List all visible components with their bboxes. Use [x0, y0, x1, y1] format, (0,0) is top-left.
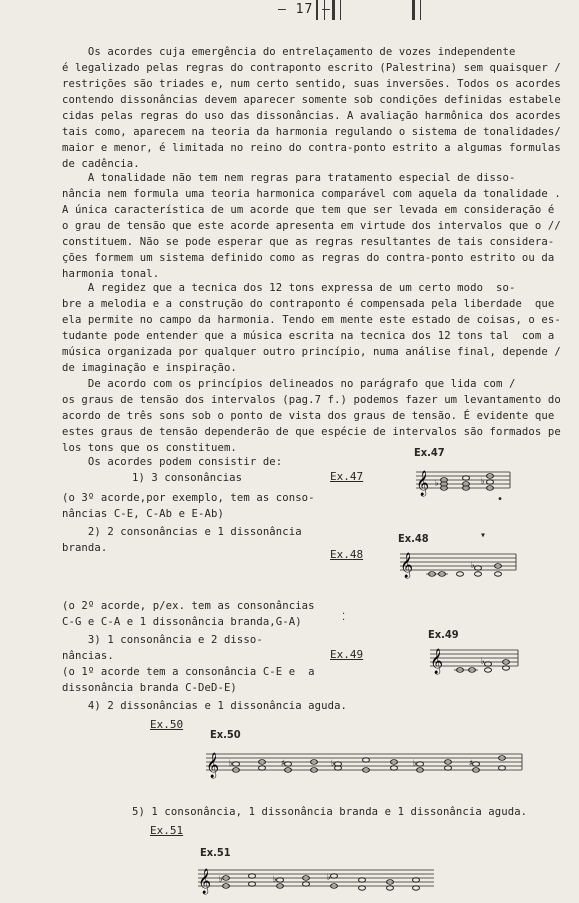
text-line: estes graus de tensão dependerão de que espécie de intervalos são formados pe [62, 426, 561, 438]
example-label-51: Ex.51 [200, 846, 231, 859]
example-label-49: Ex.49 [428, 628, 459, 641]
text-line: cidas pelas regras do uso das dissonâncias. A avaliação harmônica dos acordes [62, 110, 561, 122]
stamp-bar [412, 0, 415, 20]
item-2-note: C-G e C-A e 1 dissonância branda,G-A) [62, 616, 302, 628]
text-line: é legalizado pelas regras do contraponto escrito (Palestrina) sem quaisquer / [62, 62, 561, 74]
example-label-50: Ex.50 [210, 728, 241, 741]
stamp-bar [340, 0, 341, 20]
text-line: o grau de tensão que este acorde apresenta em virtude dos intervalos que o // [62, 220, 561, 232]
example-label-47: Ex.47 [414, 446, 445, 459]
dot-mark: • [497, 494, 504, 505]
text-line: A regidez que a tecnica dos 12 tons expressa de um certo modo so- [62, 282, 516, 294]
text-line: bre a melodia e a construção do contraponto é compensada pela liberdade que [62, 298, 555, 310]
example-ref-49: Ex.49 [330, 648, 364, 661]
svg-text:♭: ♭ [330, 759, 336, 769]
svg-text:♭: ♭ [326, 873, 332, 883]
item-5: 5) 1 consonância, 1 dissonância branda e 1 dissonância aguda. [132, 806, 528, 818]
text-line: acordo de três sons sob o ponto de vista dos graus de tensão. É evidente que [62, 410, 555, 422]
svg-text:♭: ♭ [228, 759, 234, 769]
page-number: – 17 – [278, 2, 331, 17]
text-line: de imaginação e inspiração. [62, 362, 237, 374]
stamp-bar [420, 0, 421, 20]
text-line: tais como, aparecem na teoria da harmonia regulando o sistema de tonalidades/ [62, 126, 561, 138]
text-line: nância nem formula uma teoria harmonica comparável com aquela da tonalidade . [62, 188, 561, 200]
music-staff-49 [428, 642, 520, 678]
svg-text:𝄞: 𝄞 [416, 471, 430, 496]
item-2-note: (o 2º acorde, p/ex. tem as consonâncias [62, 600, 315, 612]
text-line: ela permite no campo da harmonia. Tendo em mente este estado de coisas, o es- [62, 314, 561, 326]
dot-mark: ⁚ [342, 612, 346, 623]
music-staff-51 [196, 860, 436, 900]
text-line: constituem. Não se pode esperar que as regras resultantes de tais considera- [62, 236, 555, 248]
text-line: de cadência. [62, 158, 140, 170]
text-line: De acordo com os princípios delineados no parágrafo que lida com / [62, 378, 516, 390]
svg-text:𝄞: 𝄞 [430, 649, 444, 674]
text-line: los tons que os constituem. [62, 442, 237, 454]
music-staff-48 [398, 546, 518, 584]
example-ref-51: Ex.51 [150, 824, 184, 837]
svg-text:♭: ♭ [272, 875, 278, 885]
text-line: contendo dissonâncias devem aparecer somente sob condições definidas estabele [62, 94, 561, 106]
item-3: 3) 1 consonância e 2 disso- [62, 634, 263, 646]
text-line: tudante pode entender que a música escrita na tecnica dos 12 tons tal com a [62, 330, 555, 342]
intro-line: Os acordes podem consistir de: [62, 456, 283, 468]
item-2: branda. [62, 542, 108, 554]
example-ref-50: Ex.50 [150, 718, 184, 731]
example-label-48: Ex.48 [398, 532, 429, 545]
stamp-bar [324, 0, 325, 20]
text-line: A única característica de um acorde que tem que ser levada em consideração é [62, 204, 555, 216]
svg-text:♭: ♭ [470, 561, 476, 571]
item-4: 4) 2 dissonâncias e 1 dissonância aguda. [62, 700, 348, 712]
svg-text:♭: ♭ [218, 875, 224, 885]
item-3: dissonância branda C-DeD-E) [62, 682, 237, 694]
svg-text:♭: ♭ [434, 479, 440, 489]
item-1-note: nâncias C-E, C-Ab e E-Ab) [62, 508, 224, 520]
text-line: Os acordes cuja emergência do entrelaçamento de vozes independente [62, 46, 516, 58]
text-line: A tonalidade não tem nem regras para tratamento especial de disso- [62, 172, 516, 184]
item-1-note: (o 3º acorde,por exemplo, tem as conso- [62, 492, 315, 504]
svg-text:𝄞: 𝄞 [198, 869, 212, 894]
stamp-bar [316, 0, 318, 20]
svg-text:♯: ♯ [280, 759, 286, 769]
stamp-bar [332, 0, 335, 20]
text-line: restrições são triades e, num certo sentido, suas inversões. Todos os acordes [62, 78, 561, 90]
text-line: ções formem um sistema definido como as regras do contra-ponto estrito ou da [62, 252, 555, 264]
dot-mark: ▾ [480, 530, 487, 541]
text-line: harmonia tonal. [62, 268, 160, 280]
music-staff-50 [204, 744, 524, 784]
svg-text:♭: ♭ [480, 657, 486, 667]
item-3: (o 1º acorde tem a consonância C-E e a [62, 666, 315, 678]
example-ref-48: Ex.48 [330, 548, 364, 561]
item-3: nâncias. [62, 650, 114, 662]
text-line: música organizada por qualquer outro princípio, numa análise final, depende / [62, 346, 561, 358]
text-line: maior e menor, é limitada no reino do contra-ponto estrito a algumas formulas [62, 142, 561, 154]
svg-text:♯: ♯ [468, 759, 474, 769]
example-ref-47: Ex.47 [330, 470, 364, 483]
text-line: os graus de tensão dos intervalos (pag.7 f.) podemos fazer um levantamento do [62, 394, 561, 406]
svg-text:𝄞: 𝄞 [400, 553, 414, 578]
item-1: 1) 3 consonâncias [132, 472, 243, 484]
svg-text:♭: ♭ [412, 759, 418, 769]
item-2: 2) 2 consonâncias e 1 dissonância [62, 526, 302, 538]
svg-text:𝄞: 𝄞 [206, 753, 220, 778]
svg-text:♭: ♭ [480, 477, 486, 487]
